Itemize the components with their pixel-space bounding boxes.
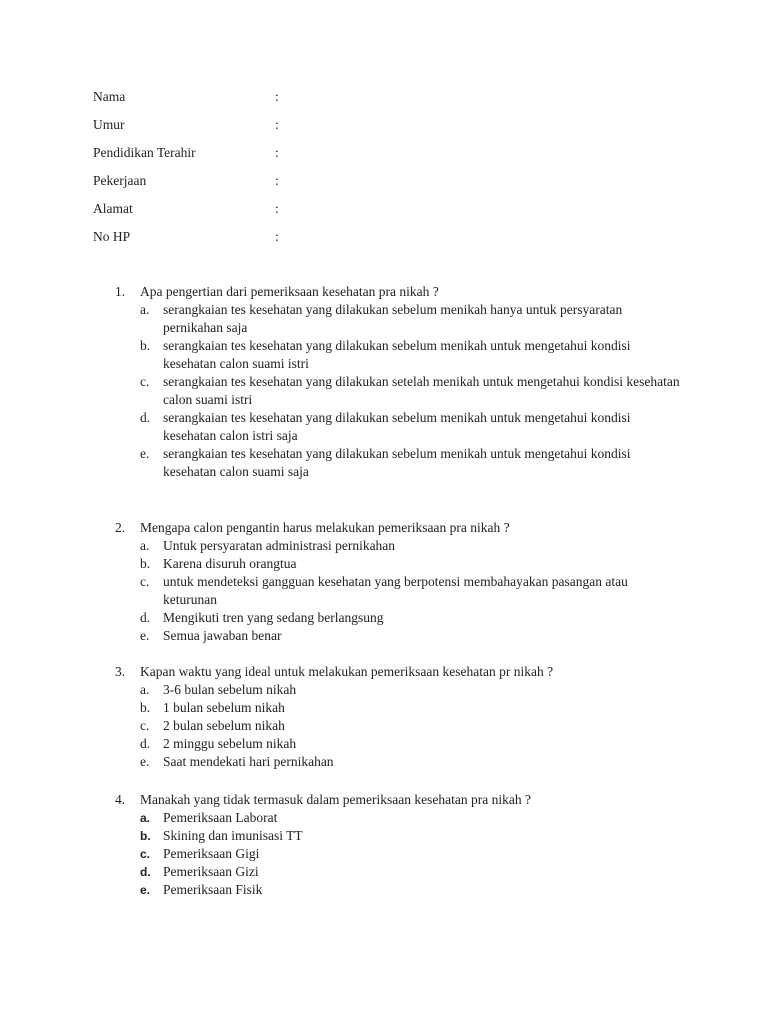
question-number: 4. (115, 792, 126, 807)
option-letter: a. (140, 538, 150, 553)
option-text: serangkaian tes kesehatan yang dilakukan sebelum menikah untuk mengetahui kondisi kesehatan calon suami saja (163, 446, 631, 479)
option-letter: d. (140, 865, 151, 879)
field-nama (93, 88, 393, 106)
option-text: serangkaian tes kesehatan yang dilakukan setelah menikah untuk mengetahui kondisi kesehatan calon suami istri (163, 374, 680, 407)
question-number: 1. (115, 284, 126, 299)
option-text: Pemeriksaan Gigi (163, 846, 260, 861)
option-text: Pemeriksaan Fisik (163, 882, 263, 897)
option-letter: a. (140, 682, 150, 697)
field-alamat (93, 200, 393, 218)
option-letter: b. (140, 338, 151, 353)
option-letter: a. (140, 302, 150, 317)
option-letter: e. (140, 883, 151, 897)
field-umur (93, 116, 393, 134)
option-text: Untuk persyaratan administrasi pernikahan (163, 538, 396, 553)
question-text: Mengapa calon pengantin harus melakukan pemeriksaan pra nikah ? (140, 520, 510, 535)
option-text: 1 bulan sebelum nikah (163, 700, 285, 715)
option-text: Semua jawaban benar (163, 628, 282, 643)
option-text: Pemeriksaan Gizi (163, 864, 259, 879)
option-text: 2 bulan sebelum nikah (163, 718, 285, 733)
option-letter: a. (140, 811, 151, 825)
option-letter: b. (140, 829, 151, 843)
field-colon: : (275, 201, 279, 216)
question-number: 3. (115, 664, 126, 679)
option-text: 3-6 bulan sebelum nikah (163, 682, 297, 697)
option-text: untuk mendeteksi gangguan kesehatan yang berpotensi membahayakan pasangan atau keturunan (163, 574, 628, 607)
option-text: Pemeriksaan Laborat (163, 810, 278, 825)
option-letter: c. (140, 574, 150, 589)
option-letter: e. (140, 754, 150, 769)
option-text: Mengikuti tren yang sedang berlangsung (163, 610, 384, 625)
field-pekerjaan (93, 172, 393, 190)
field-colon: : (275, 145, 279, 160)
option-text: serangkaian tes kesehatan yang dilakukan sebelum menikah hanya untuk persyaratan pernikahan saja (163, 302, 623, 335)
question-text: Apa pengertian dari pemeriksaan kesehatan pra nikah ? (140, 284, 439, 299)
option-letter: b. (140, 556, 151, 571)
field-no-hp (93, 228, 393, 246)
option-text: Karena disuruh orangtua (163, 556, 297, 571)
option-letter: d. (140, 410, 151, 425)
option-letter: b. (140, 700, 151, 715)
option-letter: e. (140, 628, 150, 643)
field-label: Alamat (93, 201, 133, 216)
field-label: No HP (93, 229, 131, 244)
field-pendidikan (93, 144, 393, 162)
option-text: serangkaian tes kesehatan yang dilakukan sebelum menikah untuk mengetahui kondisi kesehatan calon istri saja (163, 410, 631, 443)
option-text: Skining dan imunisasi TT (163, 828, 303, 843)
question-number: 2. (115, 520, 126, 535)
question-text: Kapan waktu yang ideal untuk melakukan pemeriksaan kesehatan pr nikah ? (140, 664, 554, 679)
field-label: Pekerjaan (93, 173, 147, 188)
option-letter: c. (140, 718, 150, 733)
option-letter: c. (140, 847, 151, 861)
option-letter: d. (140, 610, 151, 625)
field-colon: : (275, 229, 279, 244)
field-label: Pendidikan Terahir (93, 145, 196, 160)
option-letter: d. (140, 736, 151, 751)
field-colon: : (275, 117, 279, 132)
option-text: 2 minggu sebelum nikah (163, 736, 297, 751)
field-label: Nama (93, 89, 126, 104)
field-colon: : (275, 89, 279, 104)
option-text: serangkaian tes kesehatan yang dilakukan sebelum menikah untuk mengetahui kondisi kesehatan calon suami istri (163, 338, 631, 371)
field-colon: : (275, 173, 279, 188)
field-label: Umur (93, 117, 125, 132)
question-text: Manakah yang tidak termasuk dalam pemeriksaan kesehatan pra nikah ? (140, 792, 531, 807)
option-letter: e. (140, 446, 150, 461)
option-text: Saat mendekati hari pernikahan (163, 754, 334, 769)
option-letter: c. (140, 374, 150, 389)
